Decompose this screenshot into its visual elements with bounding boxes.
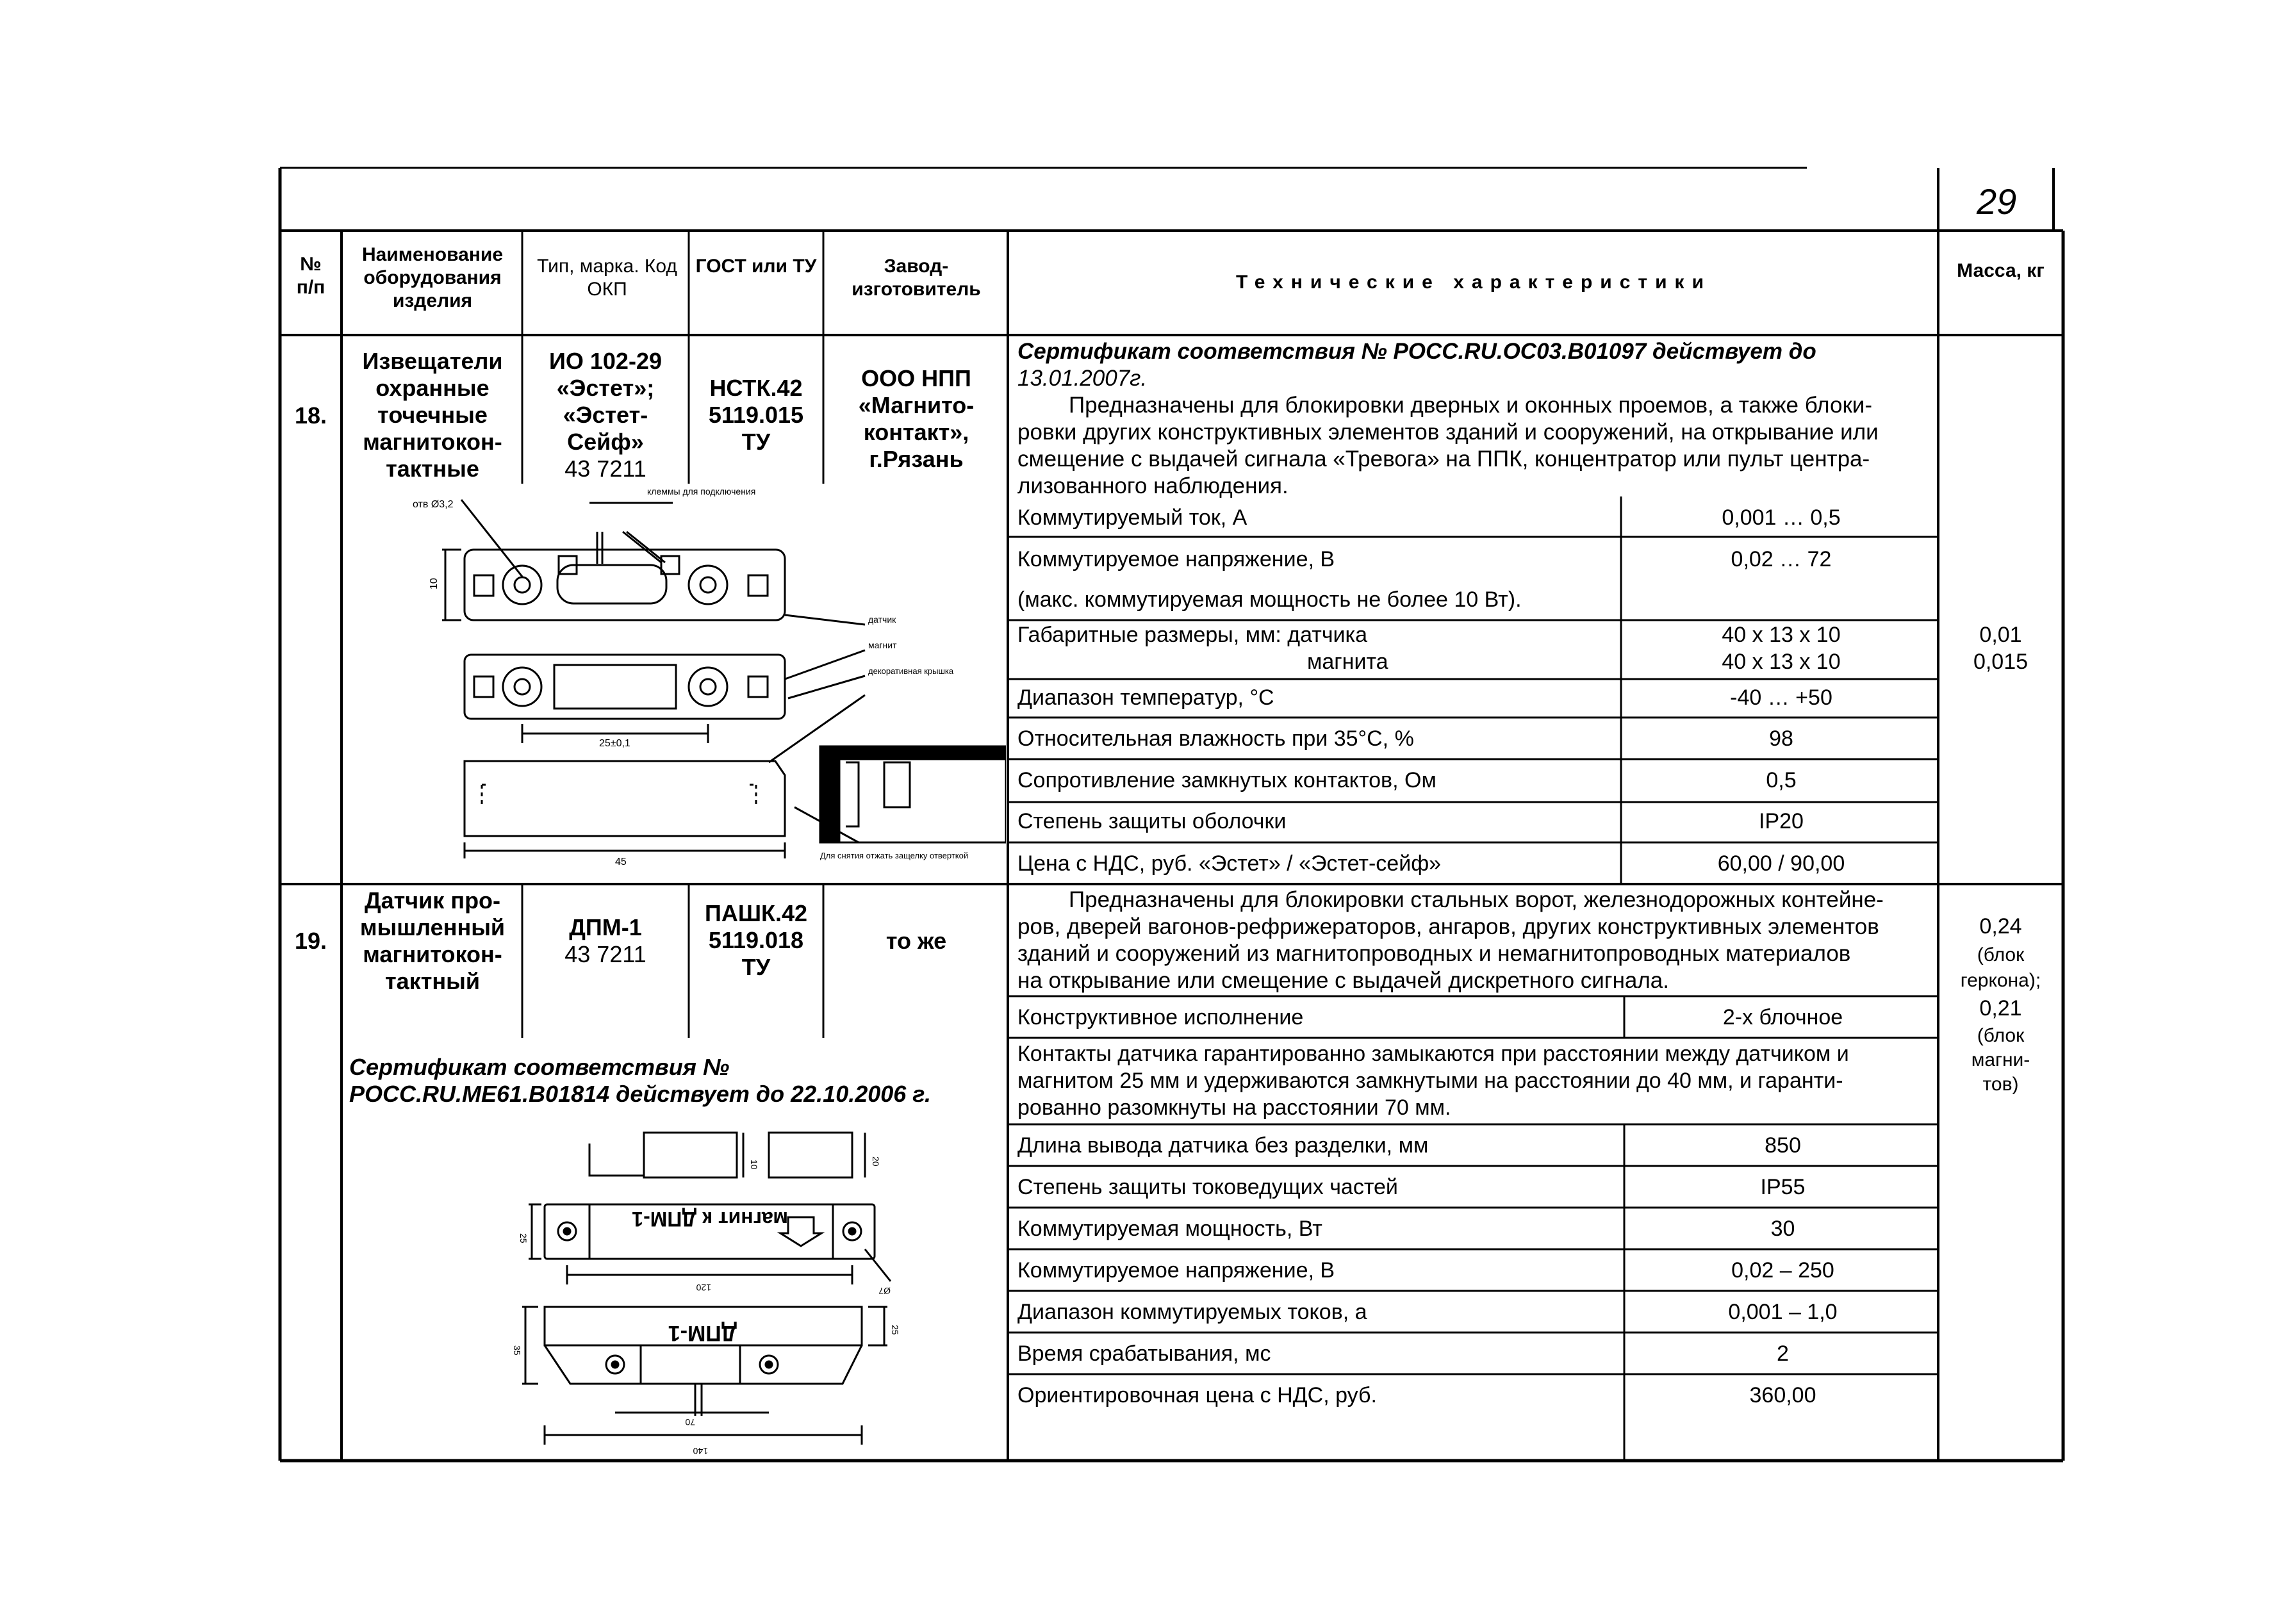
row19-type-line: ДПМ-1 xyxy=(569,914,642,940)
row19-drawing xyxy=(487,1121,948,1461)
row18-gost-line: 5119.015 xyxy=(708,402,804,428)
spec-label: Конструктивное исполнение xyxy=(1017,1005,1304,1029)
row19-cert-rest: РОСС.RU.ME61.B01814 действует до 22.10.2006 г. xyxy=(349,1081,932,1107)
drawing-dim-140: 140 xyxy=(693,1446,708,1456)
drawing-dim-20: 20 xyxy=(871,1156,881,1167)
spec-label: магнитом 25 мм и удерживаются замкнутыми на расстоянии до 40 мм, и гаранти- xyxy=(1017,1069,1843,1093)
spec-value: 98 xyxy=(1769,726,1793,751)
page-number: 29 xyxy=(1977,181,2017,222)
drawing-cover-label: декоративная крышка xyxy=(868,666,954,676)
spec-value: 40 x 13 x 10 xyxy=(1722,623,1841,647)
row19-num: 19. xyxy=(294,928,327,954)
spec-value: 60,00 / 90,00 xyxy=(1717,851,1845,876)
spec-label: Диапазон температур, °С xyxy=(1017,685,1274,710)
row19-type-line: 43 7211 xyxy=(564,941,646,967)
spec-value: 850 xyxy=(1765,1133,1801,1158)
row19-mass-line: 0,21 xyxy=(1979,996,2022,1021)
spec-label: Габаритные размеры, мм: датчика xyxy=(1017,623,1368,647)
row18-name-line: Извещатели xyxy=(362,348,503,374)
header-type: Тип, марка. Код ОКП xyxy=(537,256,677,300)
row18-drawing xyxy=(410,487,1006,878)
spec-label: Коммутируемый ток, А xyxy=(1017,505,1247,530)
drawing-dim-mid: 25±0,1 xyxy=(599,738,630,749)
row18-maker-line: контакт», xyxy=(863,419,969,445)
header-tech: Технические характеристики xyxy=(1235,272,1712,293)
drawing-label-magnet: магнит к ДПМ-1 xyxy=(632,1208,788,1231)
spec-label: Ориентировочная цена с НДС, руб. xyxy=(1017,1383,1377,1407)
row18-name-line: охранные xyxy=(375,375,490,401)
drawing-dim-25: 25 xyxy=(518,1233,529,1243)
drawing-dim-10: 10 xyxy=(749,1160,759,1170)
spec-label: Длина вывода датчика без разделки, мм xyxy=(1017,1133,1429,1158)
spec-value: 30 xyxy=(1770,1217,1795,1241)
header-gost: ГОСТ или ТУ xyxy=(695,256,817,277)
row18-maker-line: «Магнито- xyxy=(858,392,975,418)
spec-value: IP55 xyxy=(1760,1175,1806,1199)
spec-value: 2 xyxy=(1777,1341,1789,1366)
row18-cert: Сертификат соответствия № РОСС.RU.OC03.B01097 действует до xyxy=(1017,339,1816,364)
row18-mass: 0,015 xyxy=(1973,650,2029,674)
header-maker: Завод-изготовитель xyxy=(852,256,981,300)
row19-gost-line: 5119.018 xyxy=(708,927,804,953)
row19-name-line: мышленный xyxy=(359,914,506,940)
row18-type-line: «Эстет»; xyxy=(556,375,655,401)
row18-maker-line: г.Рязань xyxy=(869,446,964,472)
row18-desc-line: ровки других конструктивных элементов зданий и сооружений, на открывание или xyxy=(1017,420,1879,445)
row19-gost-line: ПАШК.42 xyxy=(704,900,808,926)
row19-desc-line: ров, дверей вагонов-рефрижераторов, ангаров, других конструктивных элементов xyxy=(1017,914,1879,939)
spec-label: Коммутируемое напряжение, В xyxy=(1017,1258,1335,1283)
spec-label: Время срабатывания, мс xyxy=(1017,1341,1271,1366)
spec-value: 40 x 13 x 10 xyxy=(1722,650,1841,674)
spec-label: Цена с НДС, руб. «Эстет» / «Эстет-сейф» xyxy=(1017,851,1442,876)
row18-desc-line: лизованного наблюдения. xyxy=(1017,473,1288,498)
row18-num: 18. xyxy=(294,402,327,429)
spec-label: рованно разомкнуты на расстоянии 70 мм. xyxy=(1017,1095,1451,1120)
row18-name-line: точечные xyxy=(377,402,488,428)
row19-maker: то же xyxy=(885,928,947,954)
row19-mass-line: магни- xyxy=(1971,1049,2030,1070)
drawing-hole-label: отв Ø3,2 xyxy=(413,499,454,510)
row19-gost-line: ТУ xyxy=(741,954,771,980)
drawing-dim-70: 70 xyxy=(685,1417,695,1427)
drawing-dim-h: 10 xyxy=(429,578,440,589)
row18-type-line: ИО 102-29 xyxy=(549,348,662,374)
spec-label: Диапазон коммутируемых токов, а xyxy=(1017,1300,1367,1324)
row19-desc-line: на открывание или смещение с выдачей дискретного сигнала. xyxy=(1017,968,1669,993)
row18-mass: 0,01 xyxy=(1979,623,2022,647)
drawing-magnet-label: магнит xyxy=(868,640,897,650)
drawing-hole: Ø7 xyxy=(878,1286,891,1296)
row18-cert-date: 13.01.2007г. xyxy=(1017,366,1148,391)
row18-gost-line: ТУ xyxy=(741,429,771,455)
spec-value: 360,00 xyxy=(1749,1383,1816,1407)
header-mass: Масса, кг xyxy=(1957,260,2045,281)
row19-desc-line: Предназначены для блокировки стальных ворот, железнодорожных контейне- xyxy=(1069,887,1884,912)
drawing-dim-25b: 25 xyxy=(890,1325,900,1335)
row19-mass-line: (блок xyxy=(1977,1025,2025,1046)
spec-value: 2-х блочное xyxy=(1722,1005,1843,1029)
row18-type-line: 43 7211 xyxy=(564,455,646,482)
row19-name-line: Датчик про- xyxy=(364,887,501,914)
row19-mass-line: тов) xyxy=(1982,1074,2019,1095)
spec-label: магнита xyxy=(1307,650,1388,674)
row18-type-line: «Эстет- xyxy=(563,402,648,428)
drawing-dim-35: 35 xyxy=(512,1345,522,1356)
row19-name-line: магнитокон- xyxy=(363,941,502,967)
drawing-dim-len: 45 xyxy=(615,857,627,867)
row18-desc-line: Предназначены для блокировки дверных и оконных проемов, а также блоки- xyxy=(1069,393,1872,418)
spec-label: Коммутируемая мощность, Вт xyxy=(1017,1217,1322,1241)
spec-label: Контакты датчика гарантированно замыкаются при расстоянии между датчиком и xyxy=(1017,1042,1849,1066)
spec-value: 0,001 … 0,5 xyxy=(1722,505,1841,530)
spec-label: Степень защиты токоведущих частей xyxy=(1017,1175,1398,1199)
row19-mass-line: геркона); xyxy=(1960,970,2041,991)
drawing-terminals-label: клеммы для подключения xyxy=(647,487,756,496)
header-num: № п/п xyxy=(296,254,325,298)
row19-desc-line: зданий и сооружений из магнитопроводных и немагнитопроводных материалов xyxy=(1017,941,1851,966)
spec-value: 0,5 xyxy=(1766,768,1797,792)
drawing-note: Для снятия отжать защелку отверткой xyxy=(820,851,969,860)
row18-gost-line: НСТК.42 xyxy=(709,375,803,401)
row18-desc-line: смещение с выдачей сигнала «Тревога» на ППК, концентратор или пульт центра- xyxy=(1017,447,1870,472)
row18-type-line: Сейф» xyxy=(567,429,644,455)
header-name: Наименование оборудования изделия xyxy=(361,244,504,311)
drawing-sensor-label: датчик xyxy=(868,614,896,625)
drawing-label-dpm: ДПМ-1 xyxy=(668,1321,737,1345)
spec-value: 0,001 – 1,0 xyxy=(1728,1300,1838,1324)
row19-cert: Сертификат соответствия № xyxy=(349,1054,730,1080)
row19-mass-line: 0,24 xyxy=(1979,914,2022,939)
spec-label: Сопротивление замкнутых контактов, Ом xyxy=(1017,768,1436,792)
drawing-dim-120: 120 xyxy=(696,1283,711,1293)
row18-name-line: тактные xyxy=(386,455,479,482)
row18-maker-line: ООО НПП xyxy=(861,365,971,391)
spec-label: Степень защиты оболочки xyxy=(1017,809,1287,833)
spec-value: 0,02 … 72 xyxy=(1731,547,1832,571)
spec-value: 0,02 – 250 xyxy=(1731,1258,1834,1283)
row19-name-line: тактный xyxy=(385,968,480,994)
row18-name-line: магнитокон- xyxy=(363,429,502,455)
row19-mass-line: (блок xyxy=(1977,944,2025,965)
spec-label: Коммутируемое напряжение, В xyxy=(1017,547,1335,571)
spec-label: Относительная влажность при 35°С, % xyxy=(1017,726,1414,751)
spec-label: (макс. коммутируемая мощность не более 10 Вт). xyxy=(1017,587,1522,612)
spec-value: IP20 xyxy=(1759,809,1804,833)
spec-value: -40 … +50 xyxy=(1730,685,1832,710)
